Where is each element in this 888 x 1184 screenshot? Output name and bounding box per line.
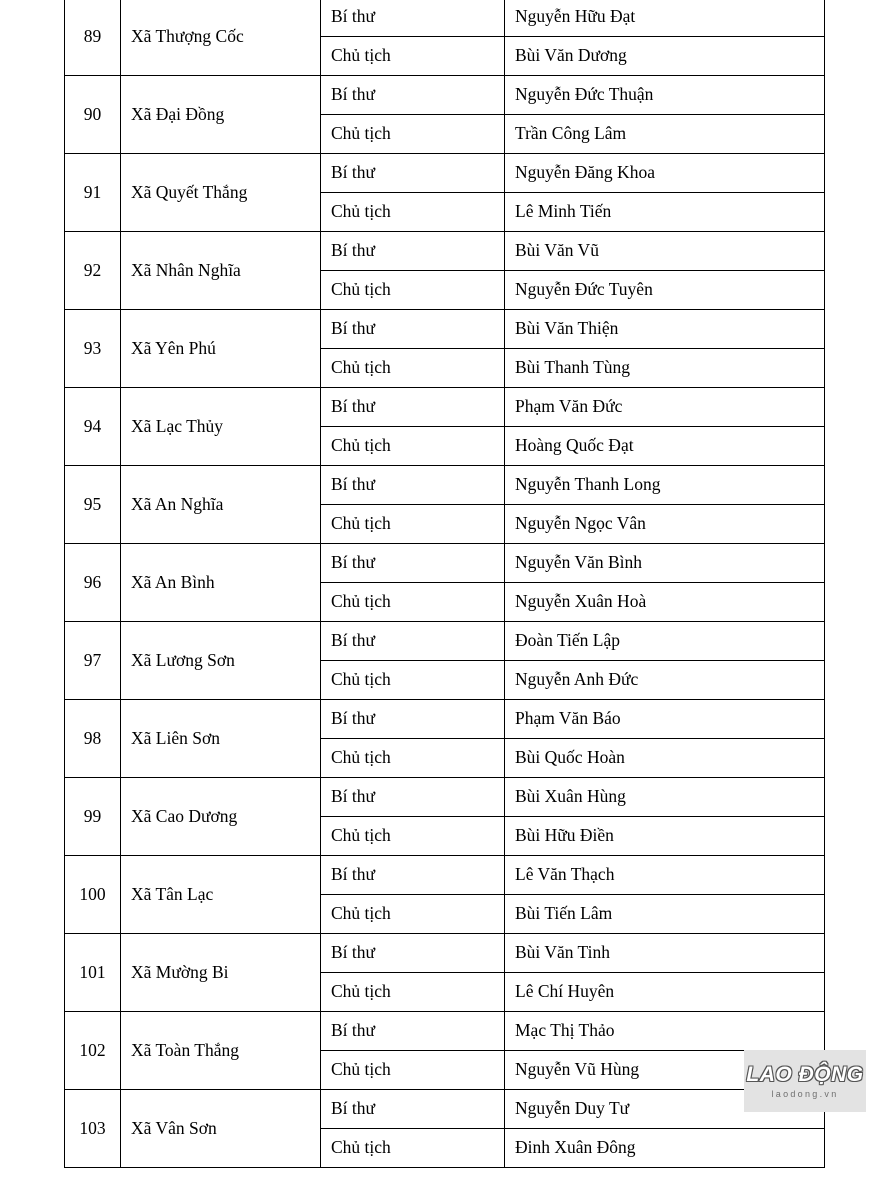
table-row bbox=[65, 388, 825, 427]
row-person-secretary: Bùi Xuân Hùng bbox=[505, 778, 825, 817]
table-row bbox=[65, 232, 825, 271]
row-index: 95 bbox=[65, 466, 121, 544]
table-row bbox=[65, 934, 825, 973]
row-role-secretary: Bí thư bbox=[321, 310, 505, 349]
row-unit-name: Xã Lạc Thủy bbox=[121, 388, 321, 466]
row-person-secretary: Nguyễn Thanh Long bbox=[505, 466, 825, 505]
row-index: 102 bbox=[65, 1012, 121, 1090]
table-row bbox=[65, 466, 825, 505]
row-unit-name: Xã Tân Lạc bbox=[121, 856, 321, 934]
row-person-chairman: Lê Chí Huyên bbox=[505, 973, 825, 1012]
row-person-chairman: Trần Công Lâm bbox=[505, 115, 825, 154]
row-person-chairman: Nguyễn Xuân Hoà bbox=[505, 583, 825, 622]
row-role-chairman: Chủ tịch bbox=[321, 193, 505, 232]
table-row bbox=[65, 856, 825, 895]
row-person-chairman: Bùi Tiến Lâm bbox=[505, 895, 825, 934]
row-person-secretary: Nguyễn Đăng Khoa bbox=[505, 154, 825, 193]
row-unit-name: Xã Toàn Thắng bbox=[121, 1012, 321, 1090]
row-person-chairman: Bùi Hữu Điền bbox=[505, 817, 825, 856]
watermark-url: laodong.vn bbox=[771, 1088, 839, 1099]
row-index: 89 bbox=[65, 0, 121, 76]
row-role-secretary: Bí thư bbox=[321, 76, 505, 115]
row-person-chairman: Nguyễn Anh Đức bbox=[505, 661, 825, 700]
row-role-chairman: Chủ tịch bbox=[321, 739, 505, 778]
row-index: 93 bbox=[65, 310, 121, 388]
row-index: 103 bbox=[65, 1090, 121, 1168]
row-role-secretary: Bí thư bbox=[321, 934, 505, 973]
row-unit-name: Xã Thượng Cốc bbox=[121, 0, 321, 76]
row-person-secretary: Nguyễn Văn Bình bbox=[505, 544, 825, 583]
row-index: 92 bbox=[65, 232, 121, 310]
row-person-chairman: Bùi Thanh Tùng bbox=[505, 349, 825, 388]
row-person-chairman: Bùi Văn Dương bbox=[505, 37, 825, 76]
row-unit-name: Xã Quyết Thắng bbox=[121, 154, 321, 232]
row-person-chairman: Hoàng Quốc Đạt bbox=[505, 427, 825, 466]
row-role-chairman: Chủ tịch bbox=[321, 973, 505, 1012]
row-role-chairman: Chủ tịch bbox=[321, 1051, 505, 1090]
row-role-chairman: Chủ tịch bbox=[321, 349, 505, 388]
row-role-secretary: Bí thư bbox=[321, 544, 505, 583]
table-row bbox=[65, 544, 825, 583]
row-role-chairman: Chủ tịch bbox=[321, 115, 505, 154]
table-row bbox=[65, 622, 825, 661]
row-role-chairman: Chủ tịch bbox=[321, 37, 505, 76]
row-person-secretary: Đoàn Tiến Lập bbox=[505, 622, 825, 661]
row-index: 97 bbox=[65, 622, 121, 700]
row-unit-name: Xã Nhân Nghĩa bbox=[121, 232, 321, 310]
row-person-chairman: Đinh Xuân Đông bbox=[505, 1129, 825, 1168]
row-role-chairman: Chủ tịch bbox=[321, 271, 505, 310]
row-role-chairman: Chủ tịch bbox=[321, 427, 505, 466]
row-role-chairman: Chủ tịch bbox=[321, 1129, 505, 1168]
row-person-chairman: Nguyễn Ngọc Vân bbox=[505, 505, 825, 544]
row-person-secretary: Nguyễn Đức Thuận bbox=[505, 76, 825, 115]
row-role-secretary: Bí thư bbox=[321, 1012, 505, 1051]
row-unit-name: Xã Cao Dương bbox=[121, 778, 321, 856]
row-index: 101 bbox=[65, 934, 121, 1012]
row-index: 90 bbox=[65, 76, 121, 154]
row-person-chairman: Bùi Quốc Hoàn bbox=[505, 739, 825, 778]
row-role-chairman: Chủ tịch bbox=[321, 817, 505, 856]
row-role-chairman: Chủ tịch bbox=[321, 895, 505, 934]
table-row bbox=[65, 778, 825, 817]
row-index: 98 bbox=[65, 700, 121, 778]
row-person-chairman: Nguyễn Vũ Hùng bbox=[505, 1051, 825, 1090]
row-person-secretary: Bùi Văn Thiện bbox=[505, 310, 825, 349]
row-role-secretary: Bí thư bbox=[321, 154, 505, 193]
row-index: 94 bbox=[65, 388, 121, 466]
row-unit-name: Xã Lương Sơn bbox=[121, 622, 321, 700]
row-person-secretary: Lê Văn Thạch bbox=[505, 856, 825, 895]
row-role-secretary: Bí thư bbox=[321, 0, 505, 37]
row-role-secretary: Bí thư bbox=[321, 1090, 505, 1129]
row-role-secretary: Bí thư bbox=[321, 232, 505, 271]
row-role-secretary: Bí thư bbox=[321, 778, 505, 817]
watermark-logo-text: LAO ĐỘNG bbox=[746, 1062, 864, 1086]
officials-table-body bbox=[65, 0, 825, 1168]
row-role-secretary: Bí thư bbox=[321, 388, 505, 427]
watermark bbox=[744, 1050, 866, 1112]
row-person-chairman: Nguyễn Đức Tuyên bbox=[505, 271, 825, 310]
row-person-secretary: Nguyễn Hữu Đạt bbox=[505, 0, 825, 37]
row-person-secretary: Nguyễn Duy Tư bbox=[505, 1090, 825, 1129]
row-unit-name: Xã Vân Sơn bbox=[121, 1090, 321, 1168]
row-role-secretary: Bí thư bbox=[321, 700, 505, 739]
table-row bbox=[65, 1090, 825, 1129]
row-role-chairman: Chủ tịch bbox=[321, 583, 505, 622]
row-unit-name: Xã An Nghĩa bbox=[121, 466, 321, 544]
row-unit-name: Xã Đại Đồng bbox=[121, 76, 321, 154]
table-row bbox=[65, 0, 825, 37]
table-row bbox=[65, 310, 825, 349]
row-index: 91 bbox=[65, 154, 121, 232]
row-person-secretary: Mạc Thị Thảo bbox=[505, 1012, 825, 1051]
row-index: 100 bbox=[65, 856, 121, 934]
row-person-secretary: Bùi Văn Tinh bbox=[505, 934, 825, 973]
officials-table bbox=[64, 0, 825, 1168]
row-unit-name: Xã Liên Sơn bbox=[121, 700, 321, 778]
row-person-secretary: Phạm Văn Đức bbox=[505, 388, 825, 427]
row-person-secretary: Phạm Văn Báo bbox=[505, 700, 825, 739]
row-unit-name: Xã Mường Bi bbox=[121, 934, 321, 1012]
row-unit-name: Xã Yên Phú bbox=[121, 310, 321, 388]
row-role-chairman: Chủ tịch bbox=[321, 661, 505, 700]
table-row bbox=[65, 154, 825, 193]
row-index: 96 bbox=[65, 544, 121, 622]
table-row bbox=[65, 700, 825, 739]
row-role-secretary: Bí thư bbox=[321, 856, 505, 895]
row-role-secretary: Bí thư bbox=[321, 466, 505, 505]
row-role-chairman: Chủ tịch bbox=[321, 505, 505, 544]
row-person-secretary: Bùi Văn Vũ bbox=[505, 232, 825, 271]
row-unit-name: Xã An Bình bbox=[121, 544, 321, 622]
table-row bbox=[65, 76, 825, 115]
row-role-secretary: Bí thư bbox=[321, 622, 505, 661]
row-person-chairman: Lê Minh Tiến bbox=[505, 193, 825, 232]
table-row bbox=[65, 1012, 825, 1051]
row-index: 99 bbox=[65, 778, 121, 856]
